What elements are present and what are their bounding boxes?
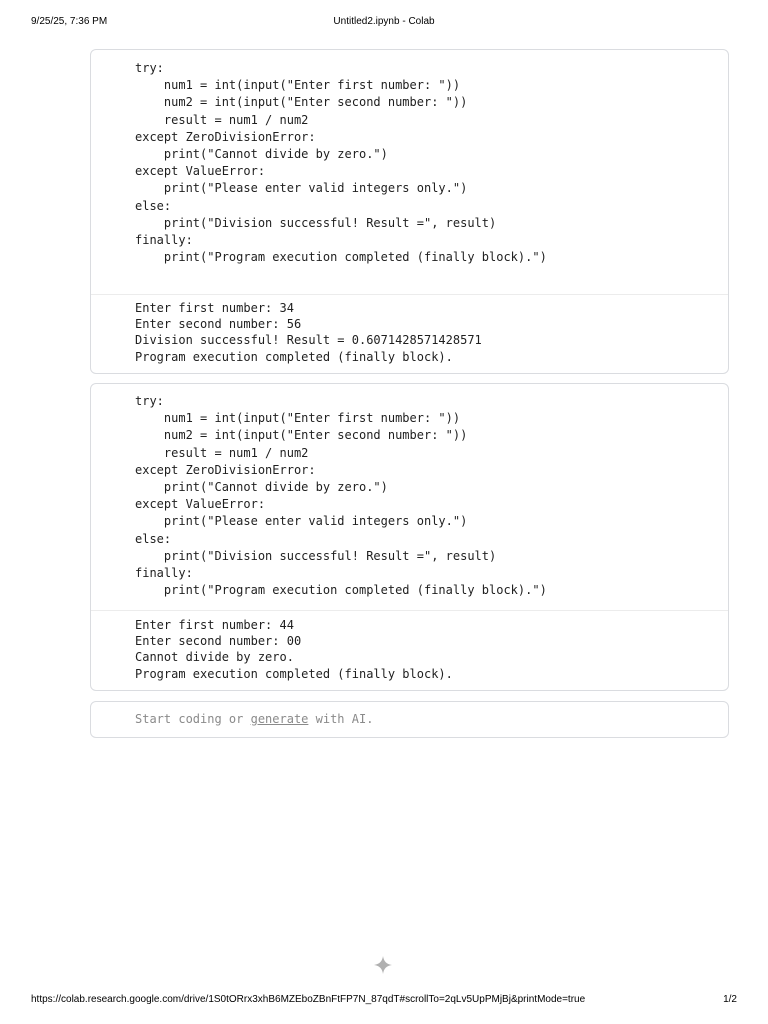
gemini-spark-icon [373,955,393,975]
cell-output: Enter first number: 44 Enter second number: 00 Cannot divide by zero. Program execution completed (finally block). [135,618,453,681]
code-cell[interactable] [90,383,729,691]
cell-output: Enter first number: 34 Enter second number: 56 Division successful! Result = 0.6071428571428571 Program execution completed (finally block). [135,301,482,364]
print-url: https://colab.research.google.com/drive/1S0tORrx3xhB6MZEboZBnFtFP7N_87qdT#scrollTo=2qLv5UpPMjBj&printMode=true [31,994,586,1005]
code-editor[interactable]: try: num1 = int(input("Enter first number: ")) num2 = int(input("Enter second number: ")) result = num1 / num2 except ZeroDivisionError: print("Cannot divide by zero.") except ValueError: print("Please enter valid integers only.") else: print("Division successful! Result =", result) finally: print("Program execution completed (finally block).") [135,61,547,265]
empty-cell-placeholder[interactable] [135,711,373,728]
code-editor[interactable]: try: num1 = int(input("Enter first number: ")) num2 = int(input("Enter second number: ")) result = num1 / num2 except ZeroDivisionError: print("Cannot divide by zero.") except ValueError: print("Please enter valid integers only.") else: print("Division successful! Result =", result) finally: print("Program execution completed (finally block).") [135,394,547,598]
generate-link[interactable]: generate [250,712,309,726]
code-cell[interactable] [90,49,729,374]
output-divider [91,610,728,611]
print-footer [31,994,737,1008]
page-number: 1/2 [723,994,737,1005]
empty-code-cell[interactable] [90,701,729,738]
output-divider [91,294,728,295]
placeholder-suffix: with AI. [308,712,374,726]
placeholder-prefix: Start coding or [135,712,251,726]
print-datetime: 9/25/25, 7:36 PM [31,16,108,27]
print-header [31,16,737,32]
print-page-title: Untitled2.ipynb - Colab [333,16,435,27]
